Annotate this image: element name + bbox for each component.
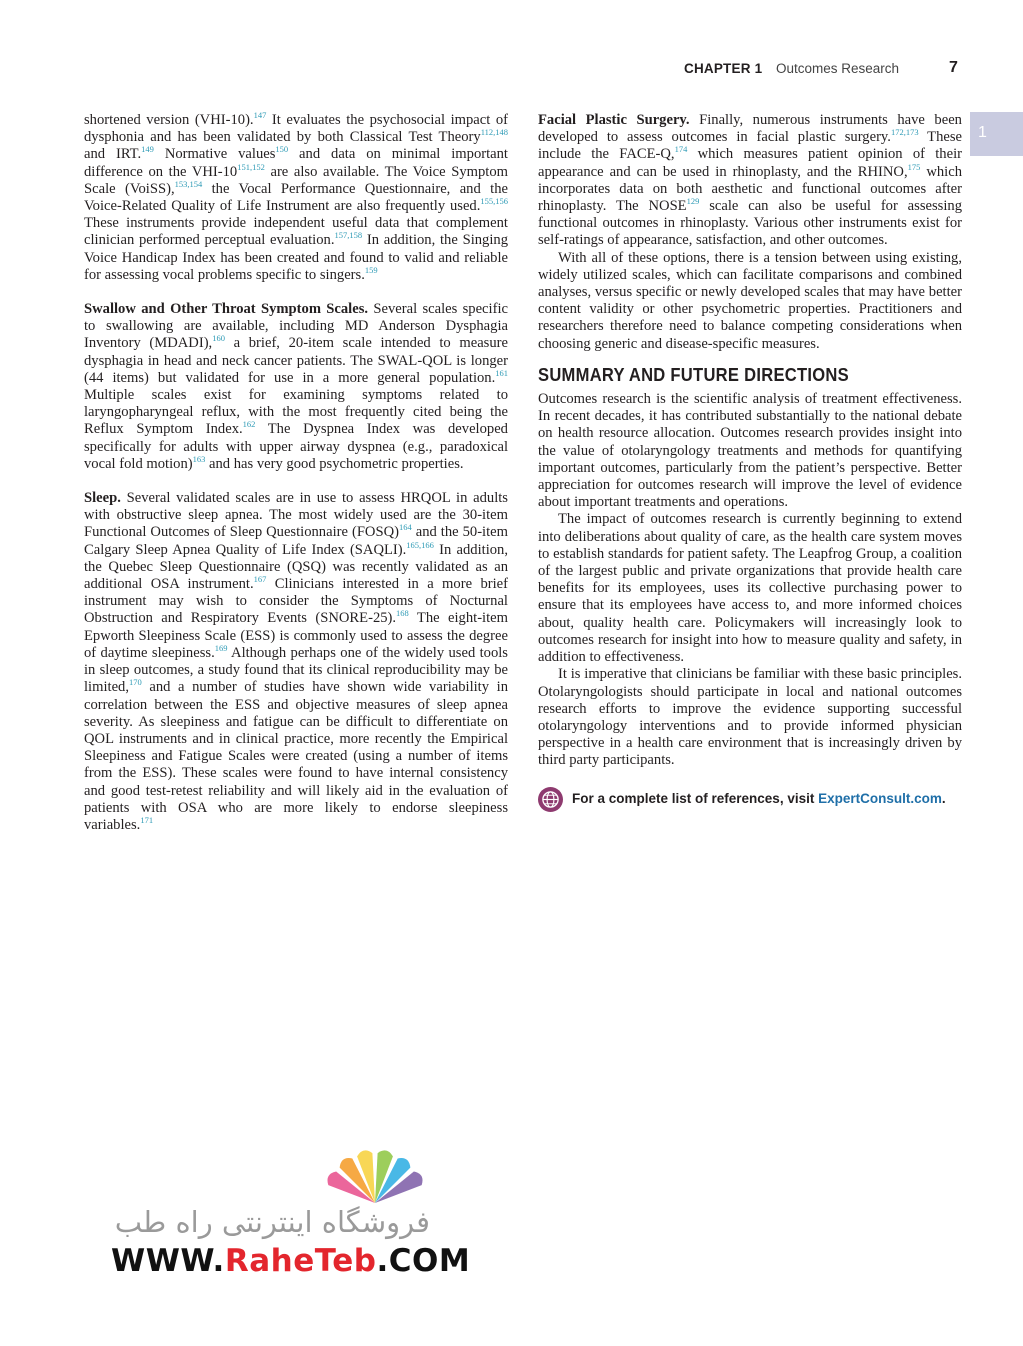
- paragraph-summary-1: Outcomes research is the scientific analysis of treatment effectiveness. In recent decades, it has contributed substantially to the national debate on health resource allocation. Outcomes research provides insight into the value of otolaryngology treatments and methods for quantifying important outcomes, particularly from the patient’s perspective. Better appreciation for outcomes research will improve the level of evidence about important treatments and operations.: [538, 391, 962, 511]
- reference-number: 157,158: [334, 230, 363, 241]
- heading-facial-plastic: Facial Plastic Surgery.: [538, 112, 690, 128]
- reference-number: 153,154: [174, 178, 203, 189]
- reference-number: 129: [686, 196, 700, 207]
- reference-number: 159: [364, 264, 378, 275]
- paragraph-facial-plastic-body: Finally, numerous instruments have been developed to assess outcomes in facial plastic surgery.$^{172,173}$ These include the FACE-Q,$^{174}$ which measures patient opinion of their appearance and can be used in rhinoplasty, and the RHINO,$^{175}$ which incorporates data on both aesthetic and functional outcomes after rhinoplasty. The NOSE$^{129}$ scale can also be useful for assessing functional outcomes in rhinoplasty. Various other instruments exist for self-ratings of appearance, satisfaction, and other outcomes.: [538, 112, 962, 249]
- watermark-store-name: فروشگاه اینترنتی راه طب: [114, 1205, 430, 1239]
- reference-number: 162: [242, 419, 256, 430]
- chapter-label: CHAPTER 1: [684, 61, 763, 76]
- reference-number: 149: [141, 144, 154, 155]
- left-column: [84, 112, 508, 834]
- reference-number: 147: [253, 110, 267, 121]
- heading-sleep: Sleep.: [84, 490, 121, 507]
- chapter-tab-label: 1: [978, 124, 987, 141]
- right-column: [538, 112, 962, 812]
- reference-number: 167: [253, 574, 267, 585]
- paragraph-swallow: [84, 301, 508, 473]
- globe-icon: [538, 787, 563, 812]
- reference-number: 174: [674, 144, 688, 155]
- chapter-title: Outcomes Research: [776, 61, 900, 76]
- reference-number: 171: [140, 815, 154, 826]
- reference-number: 151,152: [237, 161, 265, 172]
- page-number: 7: [949, 59, 958, 76]
- paragraph-swallow-body: Several scales specific to swallowing are available, including MD Anderson Dysphagia Inventory (MDADI),$^{160}$ a brief, 20-item scale intended to measure dysphagia in head and neck cancer patients. The SWAL-QOL is longer (44 items) but validated for use in a more general population.$^{161}$ Multiple scales exist for examining symptoms related to laryngopharyngeal reflux, with the most frequently cited being the Reflux Symptom Index.$^{162}$ The Dyspnea Index was developed specifically for adults with upper airway dyspnea (e.g., paradoxical vocal fold motion)$^{163}$ and has very good psychometric properties.: [84, 301, 508, 472]
- references-text: For a complete list of references, visit ExpertConsult.com.: [572, 791, 946, 807]
- reference-number: 163: [192, 454, 206, 464]
- logo-book-fan: [327, 1150, 422, 1203]
- paragraph-summary-3: It is imperative that clinicians be familiar with these basic principles. Otolaryngologists should participate in local and national outcomes research efforts to improve the evidence supporting successful otolaryngology interventions and to provide informed physician perspective in a health care environment that is increasingly driven by third party participants.: [538, 666, 962, 769]
- paragraph-facial-plastic: [538, 112, 962, 250]
- paragraph-sleep-body: Several validated scales are in use to assess HRQOL in adults with obstructive sleep apnea. The most widely used are the 30-item Functional Outcomes of Sleep Questionnaire (FOSQ)$^{164}$ and the 50-item Calgary Sleep Apnea Quality of Life Index (SAQLI).$^{165,166}$ In addition, the Quebec Sleep Questionnaire (QSQ) was recently validated as an additional OSA instrument.$^{167}$ Clinicians interested in a more brief instrument may wish to consider the Symptoms of Nocturnal Obstruction and Respiratory Events (SNORE-25).$^{168}$ The eight-item Epworth Sleepiness Scale (ESS) is commonly used to assess the degree of daytime sleepiness.$^{169}$ Although perhaps one of the widely used tools in sleep outcomes, a study found that its clinical reproducibility may be limited,$^{170}$ and a number of studies have shown wide variability in correlation between the ESS and objective measures of sleep apnea severity. As sleepiness and fatigue can be difficult to differentiate on QOL instruments and in clinical practice, more recently the Empirical Sleepiness and Fatigue Scales were created (using a number of items from the ESS). These scales were found to have internal consistency and good test-retest reliability and will likely aid in the evaluation of patients with OSA who are more likely to endorse sleepiness variables.$^{171}$: [84, 490, 508, 833]
- paragraph-sleep: [84, 490, 508, 834]
- watermark-url: WWW.RaheTeb.COM: [111, 1243, 471, 1279]
- reference-number: 169: [214, 643, 228, 654]
- running-header: [0, 60, 1023, 82]
- expertconsult-link[interactable]: ExpertConsult.com: [818, 791, 942, 807]
- paragraph-options: With all of these options, there is a tension between using existing, widely utilized scales, which can facilitate comparisons and combined analyses, versus specific or newly developed scales that may have better content validity or other psychometric properties. Practitioners and researchers therefore need to balance competing considerations when choosing generic and disease-specific measures.: [538, 249, 962, 352]
- heading-swallow: Swallow and Other Throat Symptom Scales.: [84, 301, 369, 318]
- section-heading-summary: SUMMARY AND FUTURE DIRECTIONS: [538, 364, 850, 385]
- paragraph-voice: shortened version (VHI-10).$^{147}$ It evaluates the psychosocial impact of dysphonia and has been validated by both Classical Test Theory$^{112,148}$ and IRT.$^{149}$ Normative values$^{150}$ and data on minimal important difference on the VHI-10$^{151,152}$ are also available. The Voice Symptom Scale (VoiSS),$^{153,154}$ the Vocal Performance Questionnaire, and the Voice-Related Quality of Life Instrument are also frequently used.$^{155,156}$ These instruments provide independent useful data that complement clinician performed perceptual evaluation.$^{157,158}$ In addition, the Singing Voice Handicap Index has been created and found to valid and reliable for assessing vocal problems specific to singers.$^{159}$: [84, 110, 508, 283]
- chapter-tab: [970, 112, 1023, 156]
- reference-number: 160: [212, 333, 225, 344]
- reference-number: 175: [907, 161, 921, 172]
- reference-number: 164: [399, 522, 412, 533]
- reference-number: 112,148: [480, 127, 508, 138]
- reference-number: 150: [275, 144, 289, 155]
- reference-number: 172,173: [890, 127, 919, 138]
- reference-number: 170: [129, 677, 142, 688]
- reference-number: 161: [495, 367, 508, 378]
- references-note: [538, 787, 962, 812]
- paragraph-summary-2: The impact of outcomes research is currently beginning to extend into deliberations about quality of care, as the health care system moves to establish standards for patient safety. The Leapfrog Group, a coalition of the largest public and private organizations that provide health care benefits for its employees, uses its collective purchasing power to ensure that its employees have access to, and more informed choices about, quality health care. Policymakers will increasingly look to outcomes research for insight into how to measure quality and safety, in addition to effectiveness.: [538, 511, 962, 666]
- reference-number: 165,166: [406, 539, 434, 550]
- reference-number: 168: [396, 608, 409, 619]
- reference-number: 155,156: [480, 196, 508, 207]
